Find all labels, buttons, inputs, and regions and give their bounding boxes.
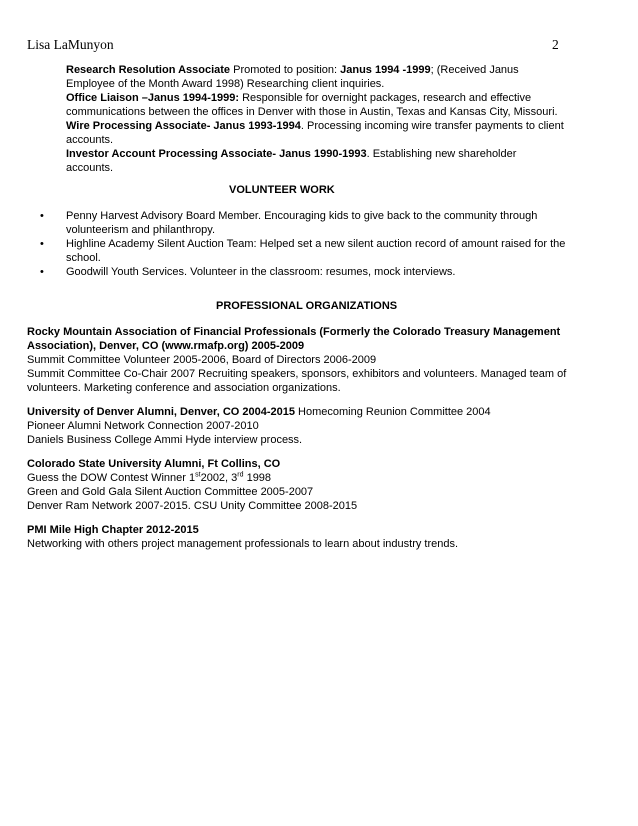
organizations-heading: PROFESSIONAL ORGANIZATIONS xyxy=(216,300,398,312)
job-description: Responsible for overnight packages, research and effective communications between the offices in Denver with those in Austin, Texas and Kansas City, Missouri. xyxy=(66,92,558,118)
career-entry xyxy=(66,63,566,91)
dow-sup-1: st xyxy=(195,471,201,479)
career-entry xyxy=(66,147,566,175)
org-line: Denver Ram Network 2007-2015. CSU Unity Committee 2008-2015 xyxy=(27,500,358,512)
job-title: Office Liaison –Janus 1994-1999: xyxy=(66,92,240,104)
job-title: Research Resolution Associate xyxy=(66,64,231,76)
bullet-icon: • xyxy=(40,210,44,222)
job-title: Investor Account Processing Associate- Janus 1990-1993 xyxy=(66,148,367,160)
job-description: . Processing incoming wire transfer payments to client accounts. xyxy=(66,120,564,146)
volunteer-list xyxy=(40,209,600,279)
org-title: University of Denver Alumni, Denver, CO 2004-2015 xyxy=(27,406,295,418)
page-number: 2 xyxy=(552,37,559,52)
header-name: Lisa LaMunyon xyxy=(27,37,114,52)
org-rmafp xyxy=(27,325,617,395)
org-line: Daniels Business College Ammi Hyde interview process. xyxy=(27,434,303,446)
org-line: Pioneer Alumni Network Connection 2007-2010 xyxy=(27,420,259,432)
list-item xyxy=(40,237,600,265)
org-line: Summit Committee Co-Chair 2007 Recruiting speakers, sponsors, exhibitors and volunteers. Managed team of volunteers. Marketing conference and association organizations. xyxy=(27,368,567,394)
org-title: Colorado State University Alumni, Ft Collins, CO xyxy=(27,458,281,470)
job-description: . Establishing new shareholder accounts. xyxy=(66,148,517,174)
org-du xyxy=(27,405,617,447)
job-description: ; (Received Janus Employee of the Month Award 1998) Researching client inquiries. xyxy=(66,64,519,90)
bullet-icon: • xyxy=(40,238,44,250)
bullet-icon: • xyxy=(40,266,44,278)
org-line: Networking with others project management professionals to learn about industry trends. xyxy=(27,538,459,550)
career-entry xyxy=(66,91,566,119)
org-csu xyxy=(27,457,617,513)
volunteer-heading: VOLUNTEER WORK xyxy=(229,184,335,196)
org-title-rest: Homecoming Reunion Committee 2004 xyxy=(294,406,491,418)
org-title: PMI Mile High Chapter 2012-2015 xyxy=(27,524,199,536)
list-item xyxy=(40,209,600,237)
dow-sup-2: rd xyxy=(237,471,244,479)
career-history xyxy=(66,63,566,175)
org-line: Green and Gold Gala Silent Auction Committee 2005-2007 xyxy=(27,486,314,498)
list-item xyxy=(40,265,600,279)
org-title: Rocky Mountain Association of Financial Professionals (Formerly the Colorado Treasury Management Association), Denver, CO (www.rmafp.org) 2005-2009 xyxy=(27,326,561,352)
dow-text-a: Guess the DOW Contest Winner 1 xyxy=(27,472,196,484)
job-mid: Promoted to position: xyxy=(230,64,341,76)
career-entry xyxy=(66,119,566,147)
org-title-line xyxy=(27,405,617,419)
org-line xyxy=(27,471,617,485)
dow-text-b: 2002, 3 xyxy=(200,472,238,484)
org-line: Summit Committee Volunteer 2005-2006, Board of Directors 2006-2009 xyxy=(27,354,377,366)
org-pmi xyxy=(27,523,617,551)
list-item-text: Penny Harvest Advisory Board Member. Encouraging kids to give back to the community through volunteerism and philanthropy. xyxy=(66,210,538,236)
job-dates: Janus 1994 -1999 xyxy=(340,64,431,76)
dow-text-c: 1998 xyxy=(243,472,272,484)
list-item-text: Goodwill Youth Services. Volunteer in the classroom: resumes, mock interviews. xyxy=(66,266,456,278)
job-title: Wire Processing Associate- Janus 1993-1994 xyxy=(66,120,301,132)
list-item-text: Highline Academy Silent Auction Team: Helped set a new silent auction record of amount raised for the school. xyxy=(66,238,566,264)
